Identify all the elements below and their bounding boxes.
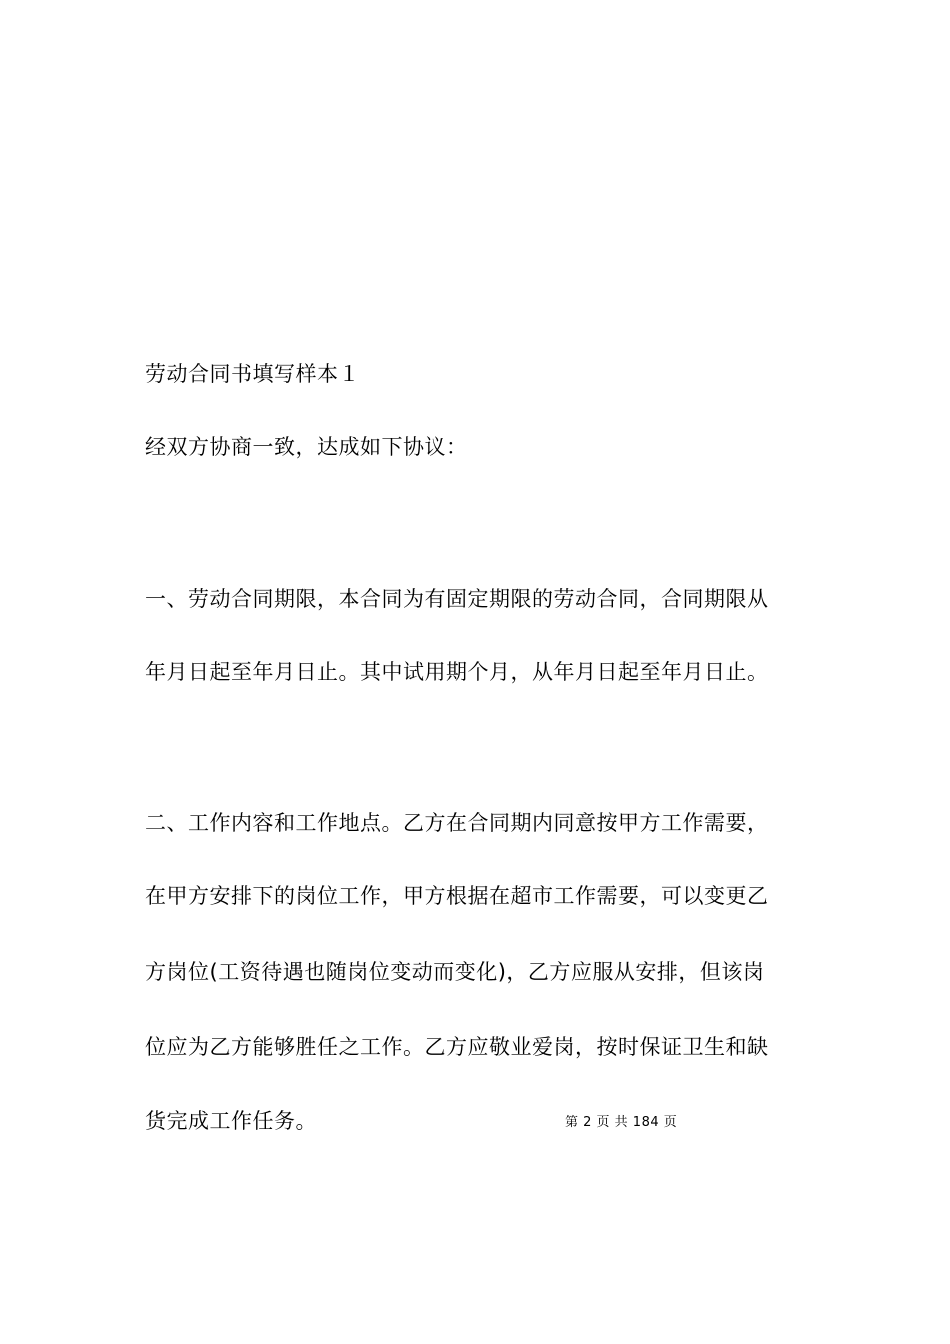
document-title: 劳动合同书填写样本１ <box>145 362 360 386</box>
clause-2-line-1: 二、工作内容和工作地点。乙方在合同期内同意按甲方工作需要， <box>145 811 769 835</box>
clause-2-line-4: 位应为乙方能够胜任之工作。乙方应敬业爱岗，按时保证卫生和缺 <box>145 1035 769 1059</box>
intro-paragraph: 经双方协商一致，达成如下协议： <box>145 435 468 459</box>
page-number-footer: 第 2 页 共 184 页 <box>565 1115 678 1130</box>
clause-2-line-5: 货完成工作任务。 <box>145 1109 317 1133</box>
clause-2-line-3: 方岗位(工资待遇也随岗位变动而变化)，乙方应服从安排，但该岗 <box>145 960 765 984</box>
clause-1-line-2: 年月日起至年月日止。其中试用期个月，从年月日起至年月日止。 <box>145 660 769 684</box>
clause-2-line-2: 在甲方安排下的岗位工作，甲方根据在超市工作需要，可以变更乙 <box>145 884 769 908</box>
clause-1-line-1: 一、劳动合同期限，本合同为有固定期限的劳动合同，合同期限从 <box>145 587 769 611</box>
